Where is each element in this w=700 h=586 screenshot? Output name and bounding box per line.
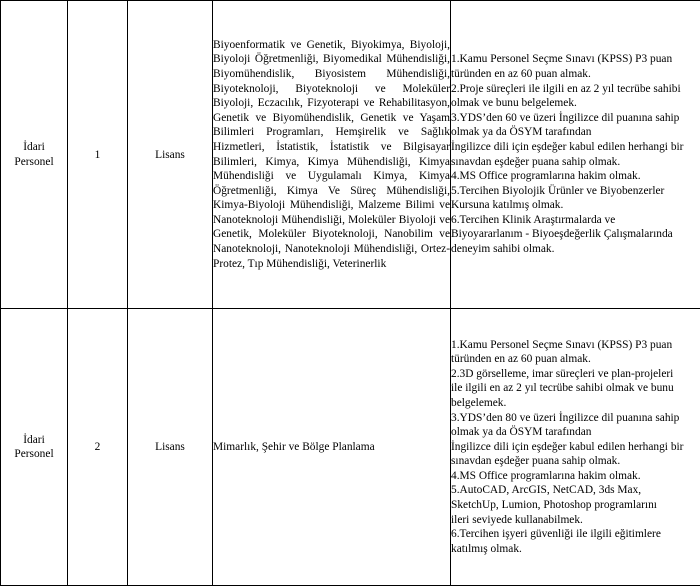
nitelik-line: olmak ya da ÖSYM tarafından: [451, 126, 592, 139]
bolumler-text: Mimarlık, Şehir ve Bölge Planlama: [213, 440, 375, 453]
kadro-cell: [1, 1, 68, 309]
nitelik-line: 4.MS Office programlarına hakim olmak.: [451, 170, 641, 183]
nitelik-line: türünden en az 60 puan almak.: [451, 67, 591, 80]
nitelik-line: deneyim sahibi olmak.: [451, 243, 555, 256]
nitelik-line: 3.YDS’den 80 ve üzeri İngilizce dil puanına sahip: [451, 411, 680, 424]
nitelik-line: ile ilgili en az 2 yıl tecrübe sahibi olmak ve bunu: [451, 382, 674, 395]
nitelik-line: 3.YDS’den 60 ve üzeri İngilizce dil puanına sahip: [451, 111, 680, 124]
nitelik-line: türünden en az 60 puan almak.: [451, 353, 591, 366]
kadro-line: İdari: [23, 433, 45, 446]
nitelik-line: İngilizce dili için eşdeğer kabul edilen herhangi bir: [451, 440, 684, 453]
nitelik-line: İngilizce dili için eşdeğer kabul edilen herhangi bir: [451, 140, 684, 153]
nitelik-line: 5.Tercihen Biyolojik Ürünler ve Biyobenzerler: [451, 184, 665, 197]
nitelik-line: katılmış olmak.: [451, 542, 522, 555]
nitelikler-cell: [451, 1, 700, 309]
nitelik-line: Biyoyararlanım - Biyoeşdeğerlik Çalışmalarında: [451, 228, 673, 241]
nitelik-line: SketchUp, Lumion, Photoshop programlarını: [451, 499, 657, 512]
nitelik-line: olmak ya da ÖSYM tarafından: [451, 426, 592, 439]
nitelik-line: 5.AutoCAD, ArcGIS, NetCAD, 3ds Max,: [451, 484, 642, 497]
nitelik-line: ileri seviyede kullanabilmek.: [451, 513, 583, 526]
nitelik-line: 4.MS Office programlarına hakim olmak.: [451, 469, 641, 482]
ogrenim-cell: Lisans: [128, 309, 213, 586]
table-row: [1, 309, 700, 586]
kadro-line: İdari: [23, 141, 45, 153]
bolumler-text: Biyoenformatik ve Genetik, Biyokimya, Biyoloji, Biyoloji Öğretmenliği, Biyomedikal Mühendisliği, Biyomühendislik, Biyosistem Mühendisliği, Biyoteknoloji, Biyoteknoloji ve Moleküler Biyoloji, Eczacılık, Fizyoterapi ve Rehabilitasyon, Genetik ve Biyomühendislik, Genetik ve Yaşam Bilimleri Programları, Hemşirelik ve Sağlık Hizmetleri, İstatistik, İstatistik ve Bilgisayar Bilimleri, Kimya, Kimya Mühendisliği, Kimya Mühendisliği ve Uygulamalı Kimya, Kimya Öğretmenliği, Kimya Ve Süreç Mühendisliği, Kimya-Biyoloji Mühendisliği, Malzeme Bilimi ve Nanoteknoloji Mühendisliği, Moleküler Biyoloji ve Genetik, Moleküler Biyoteknoloji, Nanobilim ve Nanoteknoloji, Nanoteknoloji Mühendisliği, Ortez-Protez, Tıp Mühendisliği, Veterinerlik: [213, 38, 450, 270]
sayi-cell: 1: [68, 1, 128, 309]
nitelik-line: 2.3D görselleme, imar süreçleri ve plan-projeleri: [451, 367, 674, 380]
ogrenim-cell: Lisans: [128, 1, 213, 309]
kadro-line: Personel: [14, 448, 54, 460]
nitelik-line: 1.Kamu Personel Seçme Sınavı (KPSS) P3 puan: [451, 53, 673, 66]
nitelik-line: 1.Kamu Personel Seçme Sınavı (KPSS) P3 puan: [451, 338, 673, 351]
nitelikler-cell: [451, 309, 700, 586]
nitelik-line: 6.Tercihen Klinik Araştırmalarda ve: [451, 213, 616, 226]
nitelik-line: sınavdan eşdeğer puana sahip olmak.: [451, 455, 621, 468]
nitelik-line: 6.Tercihen işyeri güvenliği ile ilgili eğitimlere: [451, 528, 661, 541]
nitelik-line: belgelemek.: [451, 396, 507, 409]
nitelik-line: sınavdan eşdeğer puana sahip olmak.: [451, 155, 621, 168]
bolumler-cell: [213, 1, 451, 309]
kadro-line: Personel: [14, 155, 54, 168]
nitelik-line: 2.Proje süreçleri ile ilgili en az 2 yıl tecrübe sahibi: [451, 82, 681, 95]
nitelik-line: olmak ve bunu belgelemek.: [451, 97, 577, 110]
table-row: [1, 1, 700, 309]
bolumler-cell: [213, 309, 451, 586]
sayi-cell: 2: [68, 309, 128, 586]
kadro-cell: [1, 309, 68, 586]
nitelik-line: Kursuna katılmış olmak.: [451, 199, 564, 212]
